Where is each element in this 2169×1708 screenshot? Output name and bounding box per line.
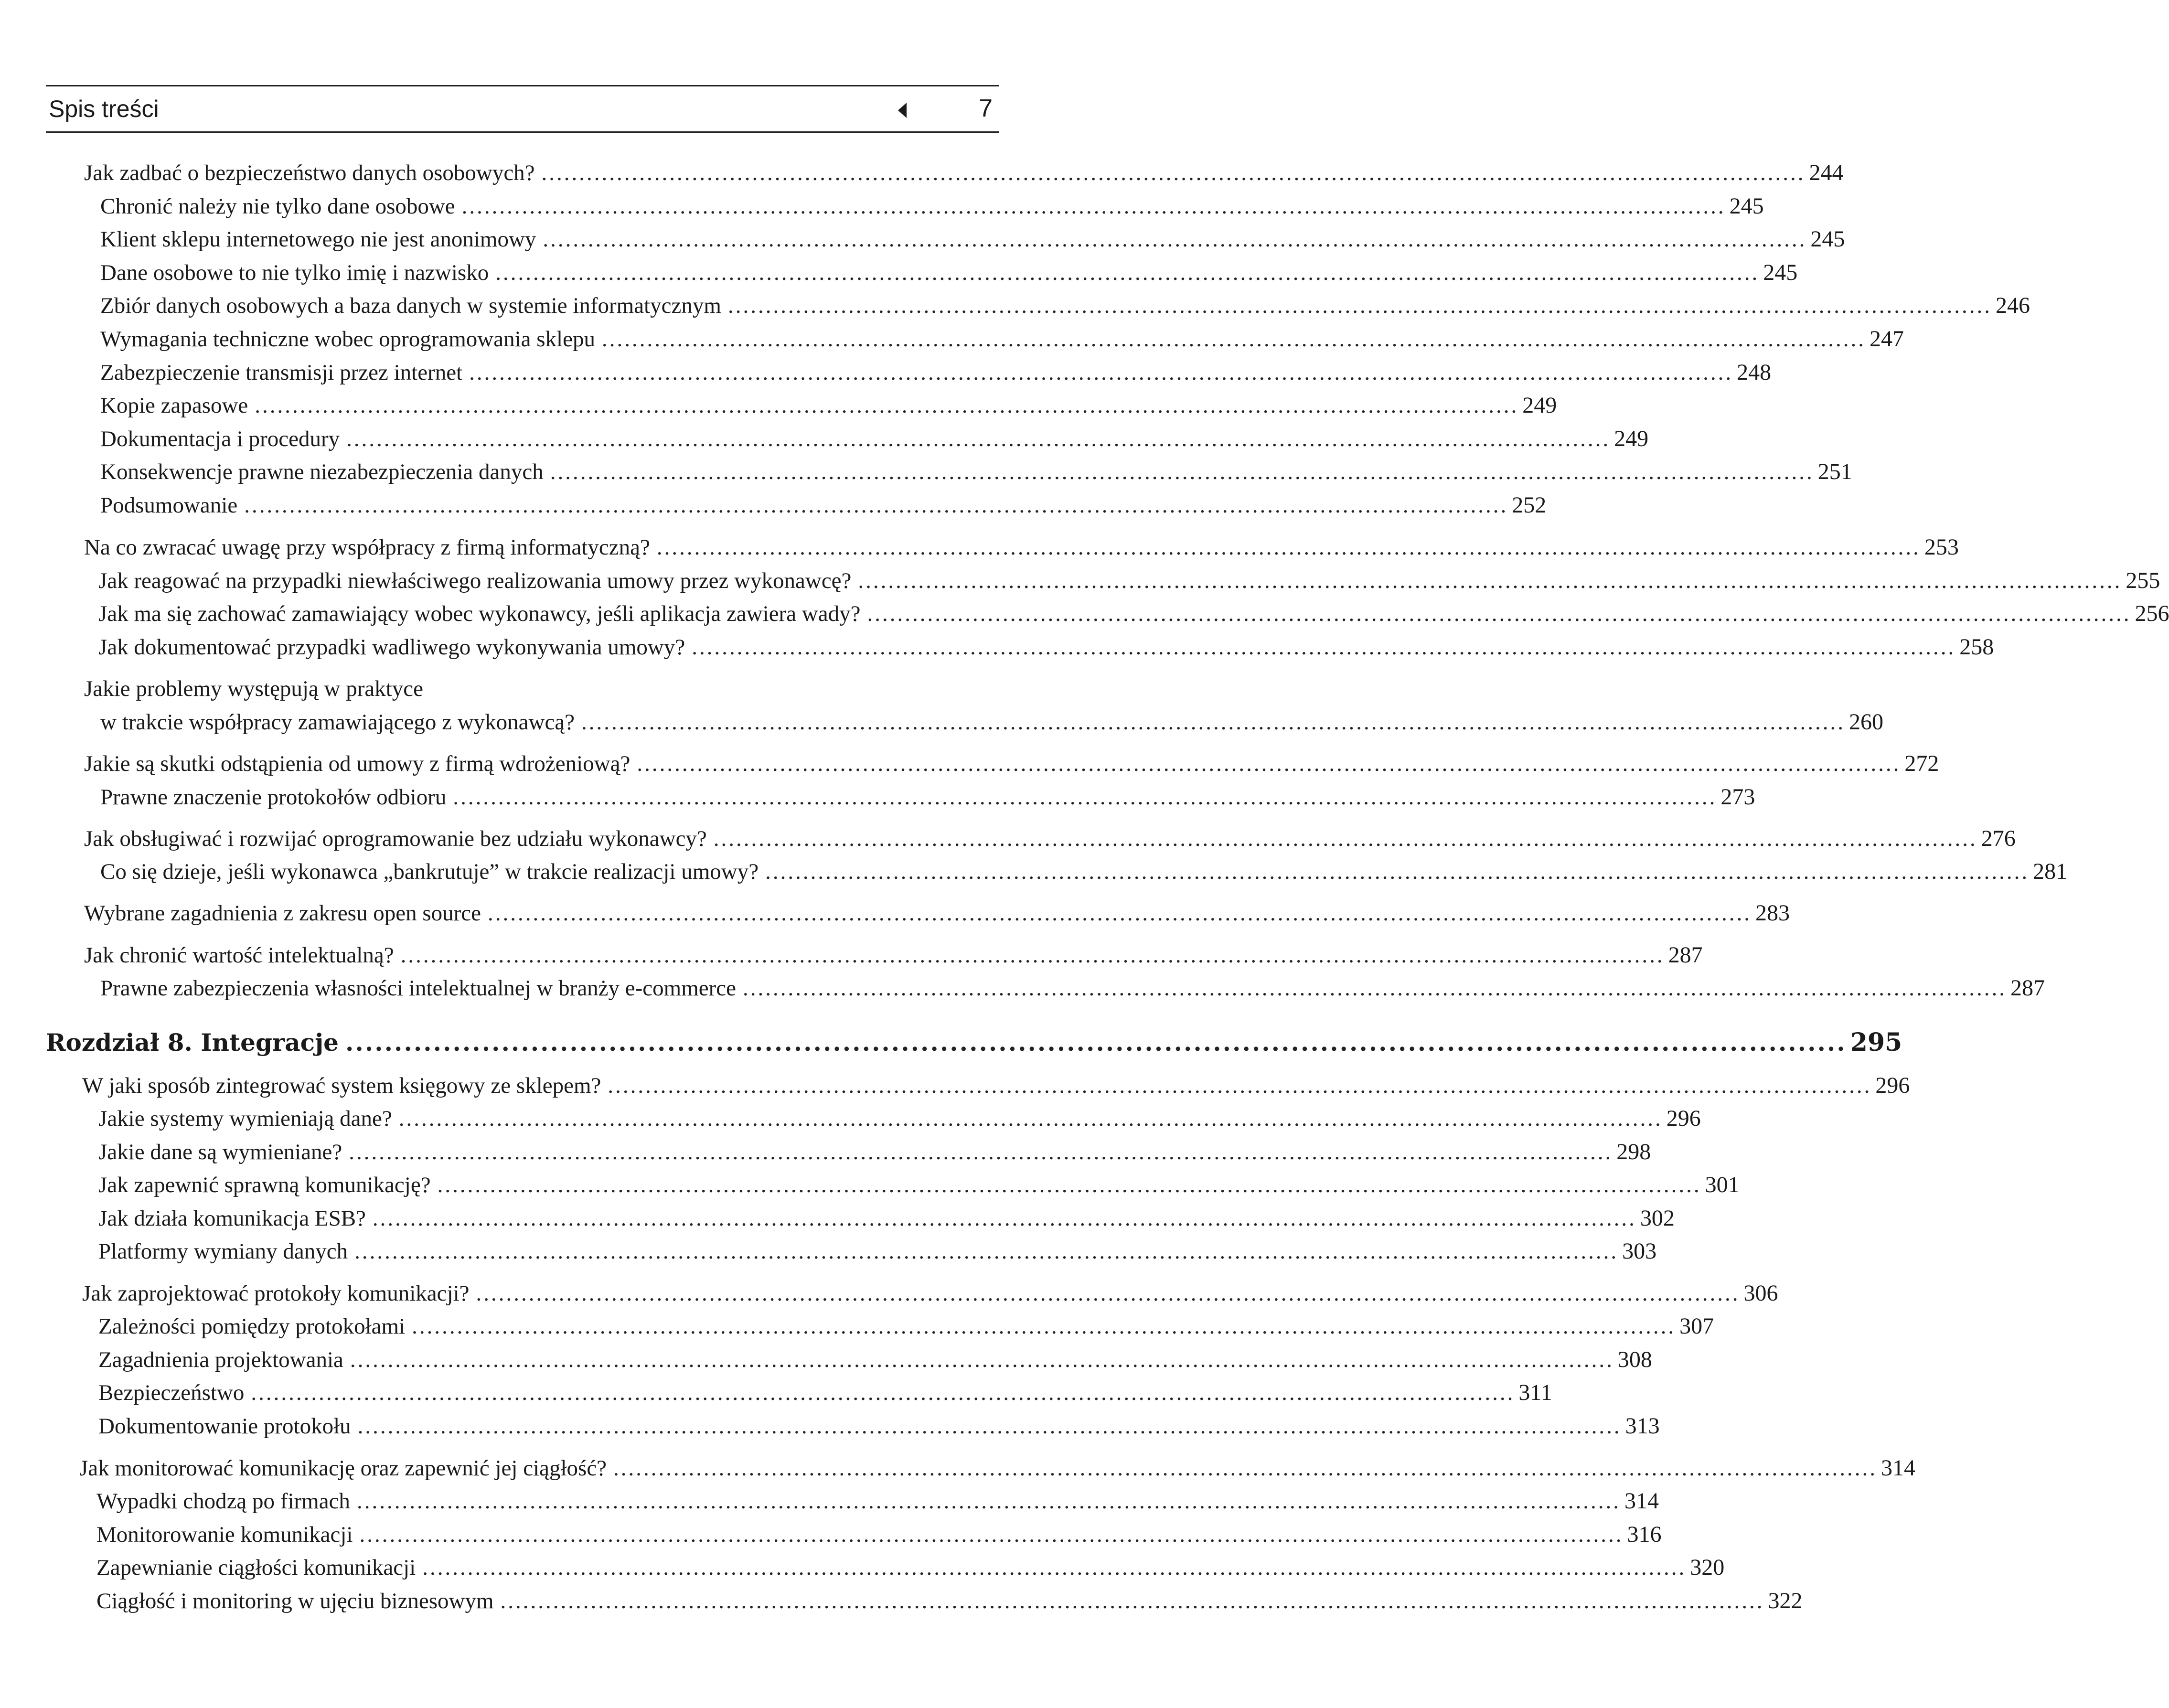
toc-entry[interactable] xyxy=(100,426,1649,452)
toc-entry-page: 253 xyxy=(1924,534,1959,560)
toc-entry-page: 314 xyxy=(1624,1488,1659,1514)
toc-entry-title: Bezpieczeństwo xyxy=(98,1380,245,1405)
toc-entry[interactable] xyxy=(84,825,2016,852)
dot-leader: ........................................................................................................................................................................ xyxy=(613,1456,1878,1481)
toc-entry-page: 320 xyxy=(1690,1555,1725,1580)
toc-entry[interactable] xyxy=(82,1072,1910,1099)
toc-entry[interactable] xyxy=(84,942,1703,969)
toc-entry-title: Kopie zapasowe xyxy=(100,393,248,418)
dot-leader: ........................................................................................................................................................................ xyxy=(461,194,1726,219)
toc-entry-title: Jakie systemy wymieniają dane? xyxy=(98,1106,392,1131)
toc-entry-title: Dane osobowe to nie tylko imię i nazwisko xyxy=(100,260,489,285)
toc-entry-page: 283 xyxy=(1755,900,1790,926)
dot-leader: ........................................................................................................................................................................ xyxy=(422,1555,1687,1580)
toc-entry-page: 307 xyxy=(1679,1313,1714,1339)
dot-leader: ........................................................................................................................................................................ xyxy=(637,751,1901,776)
dot-leader: ........................................................................................................................................................................ xyxy=(349,1140,1613,1164)
dot-leader: ........................................................................................................................................................................ xyxy=(476,1281,1740,1306)
toc-entry-page: 296 xyxy=(1666,1106,1701,1131)
dot-leader: ........................................................................................................................................................................ xyxy=(346,427,1611,451)
toc-entry-page: 247 xyxy=(1869,326,1904,352)
toc-entry-page: 314 xyxy=(1881,1455,1916,1481)
toc-entry-page: 244 xyxy=(1809,160,1844,185)
toc-entry-page: 287 xyxy=(1668,942,1703,968)
toc-entry[interactable] xyxy=(96,1521,1662,1548)
toc-entry-title: Jak reagować na przypadki niewłaściwego realizowania umowy przez wykonawcę? xyxy=(98,568,852,593)
toc-entry-title: Monitorowanie komunikacji xyxy=(96,1522,353,1547)
toc-entry-title: Zagadnienia projektowania xyxy=(98,1347,343,1372)
toc-entry-title: Jak chronić wartość intelektualną? xyxy=(84,943,394,968)
toc-entry-title: Klient sklepu internetowego nie jest anonimowy xyxy=(100,227,536,252)
toc-entry-page: 287 xyxy=(2010,975,2045,1001)
toc-entry-page: 302 xyxy=(1640,1206,1675,1231)
dot-leader: ........................................................................................................................................................................ xyxy=(359,1522,1624,1547)
dot-leader: ........................................................................................................................................................................ xyxy=(357,1414,1622,1439)
toc-entry-title: w trakcie współpracy zamawiającego z wykonawcą? xyxy=(100,710,575,735)
dot-leader: ........................................................................................................................................................................ xyxy=(581,710,1846,735)
dot-leader: ........................................................................................................................................................................ xyxy=(398,1106,1663,1131)
toc-entry[interactable] xyxy=(84,160,1844,186)
toc-entry[interactable] xyxy=(100,292,2030,319)
dot-leader: ........................................................................................................................................................................ xyxy=(867,601,2131,626)
toc-entry-title: Zabezpieczenie transmisji przez internet xyxy=(100,360,463,385)
toc-entry-page: 260 xyxy=(1849,709,1884,735)
toc-entry[interactable] xyxy=(98,1313,1714,1340)
dot-leader: ........................................................................................................................................................................ xyxy=(350,1347,1614,1372)
toc-entry-page: 252 xyxy=(1512,492,1547,518)
dot-leader: ........................................................................................................................................................................ xyxy=(765,859,2030,884)
dot-leader: ........................................................................................................................................................................ xyxy=(356,1489,1621,1514)
toc-entry-title: Jak zaprojektować protokoły komunikacji? xyxy=(82,1281,470,1306)
toc-entry[interactable] xyxy=(100,392,1557,419)
toc-entry-title-line[interactable]: Jakie problemy występują w praktyce xyxy=(84,676,424,701)
toc-entry-title: Konsekwencje prawne niezabezpieczenia danych xyxy=(100,459,544,484)
toc-entry[interactable] xyxy=(98,567,2160,594)
toc-entry-title: Jak działa komunikacja ESB? xyxy=(98,1206,366,1231)
toc-entry[interactable] xyxy=(98,1379,1552,1406)
toc-entry-title: Dokumentowanie protokołu xyxy=(98,1414,351,1439)
toc-entry-title: Podsumowanie xyxy=(100,493,238,518)
toc-entry[interactable] xyxy=(84,900,1790,927)
toc-entry-title: Chronić należy nie tylko dane osobowe xyxy=(100,194,455,219)
toc-entry-page: 306 xyxy=(1743,1281,1778,1306)
dot-leader: ........................................................................................................................................................................ xyxy=(354,1239,1619,1264)
toc-entry[interactable] xyxy=(100,858,2068,885)
toc-entry[interactable] xyxy=(98,1413,1660,1440)
toc-entry-page: 276 xyxy=(1981,826,2016,851)
header-page-number: 7 xyxy=(979,95,993,122)
dot-leader: ........................................................................................................................................................................ xyxy=(541,160,1806,185)
dot-leader: ........................................................................................................................................................................ xyxy=(251,1380,1515,1405)
toc-entry-title: Prawne zabezpieczenia własności intelektualnej w branży e-commerce xyxy=(100,976,737,1001)
toc-entry[interactable] xyxy=(100,492,1547,519)
dot-leader: ........................................................................................................................................................................ xyxy=(601,327,1866,352)
dot-leader: ........................................................................................................................................................................ xyxy=(550,459,1814,484)
dot-leader: ........................................................................................................................................................................ xyxy=(453,785,1717,810)
toc-entry[interactable] xyxy=(98,634,1994,661)
dot-leader: ........................................................................................................................................................................ xyxy=(858,568,2122,593)
toc-entry-page: 256 xyxy=(2135,601,2169,626)
toc-entry-title: Dokumentacja i procedury xyxy=(100,427,340,451)
dot-leader: ........................................................................................................................................................................ xyxy=(255,393,1519,418)
toc-entry-title: Jakie są skutki odstąpienia od umowy z firmą wdrożeniową? xyxy=(84,751,630,776)
toc-entry[interactable] xyxy=(98,1238,1657,1265)
toc-entry-page: 248 xyxy=(1737,360,1772,385)
toc-entry[interactable] xyxy=(98,1205,1675,1232)
toc-entry-title: Ciągłość i monitoring w ujęciu biznesowym xyxy=(96,1589,494,1613)
toc-entry-page: 311 xyxy=(1518,1380,1552,1405)
toc-entry[interactable] xyxy=(82,1280,1778,1307)
toc-entry-title: Co się dzieje, jeśli wykonawca „bankrutuje” w trakcie realizacji umowy? xyxy=(100,859,759,884)
toc-entry-page: 249 xyxy=(1614,426,1649,451)
toc-entry[interactable] xyxy=(96,1588,1803,1614)
toc-entry[interactable] xyxy=(100,709,1884,736)
toc-entry-title: Jak monitorować komunikację oraz zapewnić jej ciągłość? xyxy=(79,1456,607,1481)
dot-leader: ........................................................................................................................................................................ xyxy=(713,826,1977,851)
toc-entry[interactable] xyxy=(84,534,1959,561)
toc-entry-page: 245 xyxy=(1810,226,1845,252)
dot-leader: ........................................................................................................................................................................ xyxy=(495,260,1760,285)
toc-entry[interactable] xyxy=(100,359,1772,386)
toc-entry[interactable] xyxy=(84,750,1939,777)
toc-entry-page: 245 xyxy=(1763,260,1798,285)
toc-entry-title: Jakie dane są wymieniane? xyxy=(98,1140,342,1164)
toc-entry[interactable] xyxy=(96,1488,1659,1515)
toc-entry[interactable] xyxy=(100,459,1852,485)
toc-entry-page: 249 xyxy=(1522,393,1557,418)
toc-entry-page: 272 xyxy=(1904,751,1939,776)
dot-leader: ........................................................................................................................................................................ xyxy=(500,1589,1764,1613)
dot-leader: ........................................................................................................................................................................ xyxy=(372,1206,1636,1231)
toc-entry[interactable] xyxy=(100,784,1755,811)
toc-entry-title: Platformy wymiany danych xyxy=(98,1239,348,1264)
toc-entry-page: 303 xyxy=(1622,1238,1657,1264)
toc-entry[interactable] xyxy=(98,1172,1740,1198)
toc-entry[interactable] xyxy=(100,193,1764,220)
toc-chapter-entry[interactable] xyxy=(46,1028,1902,1057)
dot-leader: ........................................................................................................................................................................ xyxy=(412,1314,1676,1339)
toc-entry[interactable] xyxy=(98,600,2169,627)
toc-entry-title: Zbiór danych osobowych a baza danych w systemie informatycznym xyxy=(100,293,721,318)
dot-leader: ........................................................................................................................................................................ xyxy=(656,535,1921,560)
toc-entry[interactable] xyxy=(96,1554,1725,1581)
toc-entry-page: 246 xyxy=(1995,293,2030,318)
toc-entry-page: 322 xyxy=(1768,1588,1803,1613)
chapter-title: Rozdział 8. Integracje xyxy=(46,1028,339,1057)
toc-entry[interactable] xyxy=(98,1139,1651,1165)
toc-entry[interactable] xyxy=(100,326,1904,352)
toc-entry-page: 301 xyxy=(1705,1172,1740,1197)
chapter-page: 295 xyxy=(1850,1028,1902,1057)
toc-entry-page: 273 xyxy=(1720,784,1755,810)
dot-leader: ........................................................................................................................................................................ xyxy=(488,901,1752,926)
toc-entry-title: W jaki sposób zintegrować system księgowy ze sklepem? xyxy=(82,1073,601,1098)
toc-entry-title: Wybrane zagadnienia z zakresu open source xyxy=(84,901,481,926)
dot-leader: ........................................................................................................................................................................ xyxy=(437,1173,1701,1197)
toc-entry-page: 313 xyxy=(1625,1413,1660,1439)
toc-entry-title: Jak zapewnić sprawną komunikację? xyxy=(98,1173,431,1197)
toc-entry-title: Jak obsługiwać i rozwijać oprogramowanie bez udziału wykonawcy? xyxy=(84,826,707,851)
toc-entry-page: 245 xyxy=(1729,193,1764,219)
header-title: Spis treści xyxy=(49,96,159,122)
toc-entry[interactable] xyxy=(100,975,2045,1002)
toc-entry-title: Jak zadbać o bezpieczeństwo danych osobowych? xyxy=(84,160,535,185)
dot-leader: ........................................................................................................................................................................ xyxy=(727,293,1992,318)
toc-entry[interactable] xyxy=(79,1455,1916,1482)
toc-entry-title: Zależności pomiędzy protokołami xyxy=(98,1314,406,1339)
toc-entry[interactable] xyxy=(98,1105,1701,1132)
dot-leader: ........................................................................................................................................................................ xyxy=(608,1073,1872,1098)
toc-entry[interactable] xyxy=(100,226,1845,253)
dot-leader: ........................................................................................................................................................................ xyxy=(400,943,1665,968)
toc-entry-title: Jak ma się zachować zamawiający wobec wykonawcy, jeśli aplikacja zawiera wady? xyxy=(98,601,861,626)
dot-leader: ........................................................................................................................................................................ xyxy=(743,976,2007,1001)
toc-entry-page: 255 xyxy=(2126,568,2160,593)
toc-entry-title: Jak dokumentować przypadki wadliwego wykonywania umowy? xyxy=(98,635,685,660)
toc-entry-title: Wypadki chodzą po firmach xyxy=(96,1489,350,1514)
toc-entry-title: Na co zwracać uwagę przy współpracy z firmą informatyczną? xyxy=(84,535,650,560)
toc-entry-title: Zapewnianie ciągłości komunikacji xyxy=(96,1555,416,1580)
dot-leader: ........................................................................................................................................................................ xyxy=(692,635,1956,660)
toc-entry-page: 296 xyxy=(1875,1073,1910,1098)
toc-entry-page: 281 xyxy=(2033,859,2068,884)
dot-leader: ........................................................................................................................................................................ xyxy=(469,360,1733,385)
toc-entry-title: Prawne znaczenie protokołów odbioru xyxy=(100,785,447,810)
toc-entry-page: 298 xyxy=(1616,1139,1651,1164)
toc-entry[interactable] xyxy=(98,1346,1652,1373)
dot-leader: ........................................................................................................................................................................ xyxy=(543,227,1807,252)
toc-entry-page: 251 xyxy=(1817,459,1852,484)
toc-entry-title: Wymagania techniczne wobec oprogramowania sklepu xyxy=(100,327,595,352)
dot-leader: ........................................................................................................................................................................ xyxy=(244,493,1508,518)
toc-entry[interactable] xyxy=(100,259,1798,286)
dot-leader: .......................................................................................................................................................... xyxy=(345,1028,1847,1057)
toc-entry-page: 316 xyxy=(1627,1522,1662,1547)
toc-entry-page: 308 xyxy=(1617,1347,1652,1372)
toc-entry-page: 258 xyxy=(1959,634,1994,660)
